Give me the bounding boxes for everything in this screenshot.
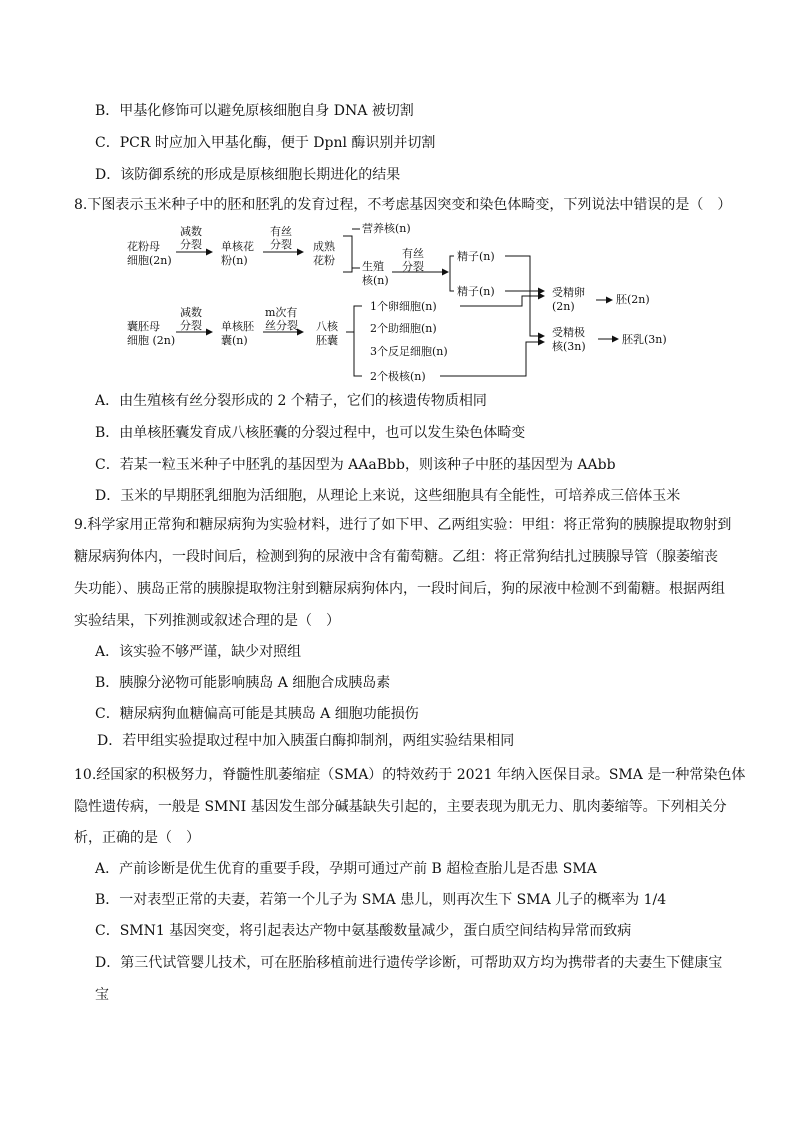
q10-stem-line-2: 隐性遗传病，一般是 SMNI 基因发生部分碱基缺失引起的，主要表现为肌无力、肌肉萎缩等。下列相关分	[74, 799, 727, 815]
label-sac-mother-2: 细胞 (2n)	[127, 334, 176, 347]
q7-option-d: D．该防御系统的形成是原核细胞长期进化的结果	[95, 167, 401, 183]
label-mature-pollen-1: 成熟	[313, 240, 335, 253]
label-uninuc-sac-1: 单核胚	[221, 320, 254, 333]
label-antipodal: 3个反足细胞(n)	[370, 345, 448, 358]
label-sperm-2: 精子(n)	[457, 285, 495, 298]
label-eight-nuc-1: 八核	[316, 320, 338, 333]
label-mitosis-bot-1: m次有	[265, 306, 298, 319]
q8-option-a: A．由生殖核有丝分裂形成的 2 个精子，它们的核遗传物质相同	[95, 393, 487, 409]
q10-option-b: B．一对表型正常的夫妻，若第一个儿子为 SMA 患儿，则再次生下 SMA 儿子的概率为 1/4	[95, 892, 667, 908]
q9-option-d: D．若甲组实验提取过程中加入胰蛋白酶抑制剂，两组实验结果相同	[97, 733, 515, 749]
q8-option-c: C．若某一粒玉米种子中胚乳的基因型为 AAaBbb，则该种子中胚的基因型为 AAbb	[95, 457, 616, 473]
label-eight-nuc-2: 胚囊	[316, 334, 338, 347]
q9-option-b: B．胰腺分泌物可能影响胰岛 A 细胞合成胰岛素	[95, 675, 391, 691]
q10-option-d-line-2: 宝	[95, 987, 109, 1003]
q10-option-a: A．产前诊断是优生优育的重要手段，孕期可通过产前 B 超检查胎儿是否患 SMA	[95, 861, 597, 877]
label-meiosis-bot-1: 减数	[180, 306, 202, 319]
label-pollen-mother-1: 花粉母	[127, 240, 160, 253]
q10-option-c: C．SMN1 基因突变，将引起表达产物中氨基酸数量减少，蛋白质空间结构异常而致病	[95, 923, 632, 939]
label-mitosis-mid-1: 有丝	[402, 247, 424, 260]
label-generative-2: 核(n)	[362, 274, 389, 287]
q8-stem: 8.下图表示玉米种子中的胚和胚乳的发育过程，不考虑基因突变和染色体畸变，下列说法中错误的是（ ）	[74, 197, 732, 213]
label-synergid: 2个助细胞(n)	[370, 322, 437, 335]
label-mitosis-bot-2: 丝分裂	[265, 319, 298, 332]
q9-option-a: A．该实验不够严谨，缺少对照组	[95, 644, 302, 660]
q10-option-d-line-1: D．第三代试管婴儿技术，可在胚胎移植前进行遗传学诊断，可帮助双方均为携带者的夫妻生下健康宝	[95, 955, 723, 971]
label-zygote-2: (2n)	[552, 300, 575, 313]
q9-stem-line-3: 失功能）、胰岛正常的胰腺提取物注射到糖尿病狗体内，一段时间后，狗的尿液中检测不到葡糖。根据两组	[74, 581, 725, 597]
label-meiosis-bot-2: 分裂	[180, 319, 202, 332]
label-endosperm-nuc-2: 核(3n)	[552, 340, 586, 353]
label-vegetative-nucleus: 营养核(n)	[362, 222, 411, 235]
label-sac-mother-1: 囊胚母	[127, 320, 160, 333]
q7-option-c: C．PCR 时应加入甲基化酶，便于 Dpnl 酶识别并切割	[95, 135, 436, 151]
label-endosperm: 胚乳(3n)	[622, 333, 667, 346]
q8-option-b: B．由单核胚囊发育成八核胚囊的分裂过程中，也可以发生染色体畸变	[95, 425, 526, 441]
label-meiosis-top-2: 分裂	[180, 238, 202, 251]
label-mitosis-top-1: 有丝	[270, 225, 292, 238]
bracket-eight-nuc	[354, 306, 362, 376]
label-uninuc-pollen-1: 单核花	[221, 240, 254, 253]
label-mature-pollen-2: 花粉	[313, 254, 335, 267]
label-uninuc-pollen-2: 粉(n)	[221, 254, 248, 267]
q9-stem-line-1: 9.科学家用正常狗和糖尿病狗为实验材料，进行了如下甲、乙两组实验：甲组：将正常狗的胰腺提取物射到	[74, 517, 732, 533]
bracket-mature-pollen	[343, 236, 352, 272]
q9-stem-line-2: 糖尿病狗体内，一段时间后，检测到狗的尿液中含有葡萄糖。乙组：将正常狗结扎过胰腺导管（腺萎缩丧	[74, 549, 718, 565]
q8-development-diagram	[0, 0, 794, 400]
label-endosperm-nuc-1: 受精极	[552, 326, 585, 339]
label-pollen-mother-2: 细胞(2n)	[127, 254, 172, 267]
bracket-sperm	[450, 256, 454, 291]
label-mitosis-top-2: 分裂	[270, 238, 292, 251]
label-meiosis-top-1: 减数	[180, 225, 202, 238]
q9-stem-line-4: 实验结果，下列推测或叙述合理的是（ ）	[74, 613, 340, 629]
q8-option-d: D．玉米的早期胚乳细胞为活细胞，从理论上来说，这些细胞具有全能性，可培养成三倍体玉米	[95, 488, 681, 504]
q10-stem-line-3: 析，正确的是（ ）	[74, 830, 200, 846]
q10-stem-line-1: 10.经国家的积极努力，脊髓性肌萎缩症（SMA）的特效药于 2021 年纳入医保目录。SMA 是一种常染色体	[74, 767, 746, 783]
label-mitosis-mid-2: 分裂	[402, 260, 424, 273]
q9-option-c: C．糖尿病狗血糖偏高可能是其胰岛 A 细胞功能损伤	[95, 706, 419, 722]
label-uninuc-sac-2: 囊(n)	[221, 334, 248, 347]
label-sperm-1: 精子(n)	[457, 250, 495, 263]
label-zygote-1: 受精卵	[552, 286, 585, 299]
q7-option-b: B．甲基化修饰可以避免原核细胞自身 DNA 被切割	[95, 103, 414, 119]
label-polar: 2个极核(n)	[370, 370, 426, 383]
label-embryo: 胚(2n)	[616, 293, 650, 306]
label-egg: 1个卵细胞(n)	[370, 300, 437, 313]
label-generative-1: 生殖	[362, 260, 384, 273]
arrow-polar-endosperm	[440, 342, 544, 376]
